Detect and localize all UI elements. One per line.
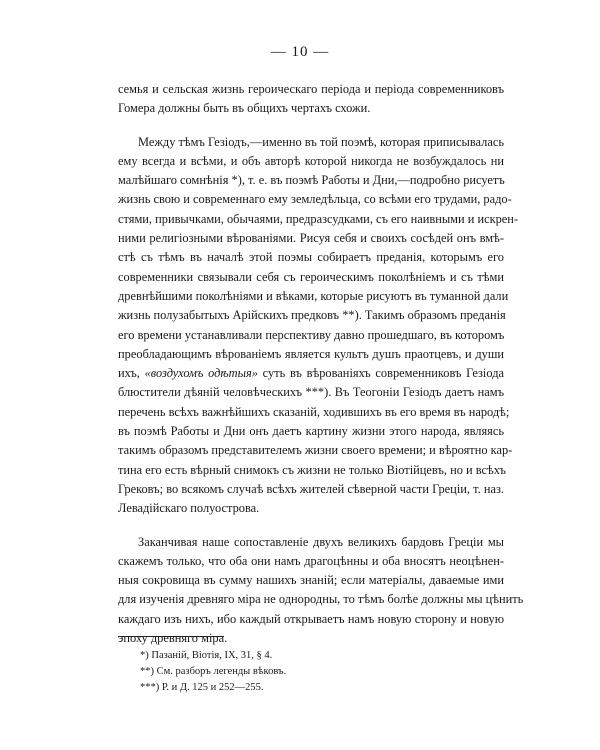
text-line: жизнь свою и современнаго ему земледѣльца, со всѣми его трудами, радо- [118,192,512,207]
text-line: блюстители дѣяній человѣческихъ ***). Въ Теогоніи Гезіодъ даетъ намъ [118,385,504,400]
text-line: преобладающимъ вѣрованіемъ является культъ душъ праотцевъ, и души [118,346,504,361]
text-line: Гомера должны быть въ общихъ чертахъ схожи. [118,101,371,116]
text-line: тина его есть вѣрный снимокъ съ жизни не только Віотійцевъ, но и всѣхъ [118,462,506,477]
paragraph-3 [118,533,524,649]
text-line: ними религіозными вѣрованіями. Рисуя себя и своихъ сосѣдей онъ вмѣ- [118,231,504,246]
text-line: Грековъ; во всякомъ случаѣ всѣхъ жителей сѣверной части Греціи, т. наз. [118,481,504,496]
footnote-1: *) Пазаній, Віотія, IX, 31, § 4. [140,650,273,661]
text-line: Между тѣмъ Гезіодъ,—именно въ той поэмѣ, которая приписывалась [138,134,504,149]
text-line: Заканчивая наше сопоставленіе двухъ великихъ бардовъ Греціи мы [138,534,504,549]
paragraph-1 [118,80,504,119]
page-number: — 10 — [270,44,330,60]
text-line: ныя сокровища въ сумму нашихъ знаній; если матеріалы, даваемые ими [118,573,504,588]
footnotes [118,648,504,696]
footnote-3: ***) Р. и Д. 125 и 252—255. [140,682,264,693]
paragraph-2 [118,133,519,519]
body-text [118,80,524,648]
text-line: семья и сельская жизнь героическаго періода и періода современниковъ [118,82,504,96]
text-line: современники связывали себя съ героическимъ поколѣніемъ и съ тѣми [118,269,504,284]
text-line: стями, привычками, обычаями, предразсудками, съ его наивными и искрен- [118,211,519,226]
text-line: въ поэмѣ Работы и Дни онъ даетъ картину жизни этого народа, являясь [118,424,504,439]
footnote-divider [118,636,224,637]
text-line: Левадійскаго полуострова. [118,501,260,516]
italic-phrase: «воздухомъ одѣтыя» [144,366,258,381]
text-line: древнѣйшими поколѣніями и вѣками, которые рисуютъ въ туманной дали [118,288,509,303]
text-line: эпоху древняго міра. [118,631,228,646]
text-line-with-italic: ихъ, «воздухомъ одѣтыя» суть въ вѣрованіяхъ современниковъ Гезіода [118,366,504,381]
text-line: стѣ съ тѣмъ въ началѣ этой поэмы собираетъ преданія, которымъ его [118,250,504,265]
text-line: каждаго изъ нихъ, ибо каждый открываетъ намъ новую сторону и новую [118,611,504,626]
text-line: перечень всѣхъ важнѣйшихъ сказаній, ходившихъ въ его время въ народѣ; [118,404,510,419]
text-line: для изученія древняго міра не однородны, то тѣмъ болѣе должны мы цѣнить [118,592,524,607]
text-line: малѣйшаго сомнѣнія *), т. е. въ поэмѣ Работы и Дни,—подробно рисуетъ [118,173,505,188]
text-line: скажемъ только, что оба они намъ драгоцѣнны и оба вносятъ неоцѣнен- [118,553,504,568]
text-line: его времени устанавливали перспективу давно прошедшаго, въ которомъ [118,327,505,342]
footnote-2: **) См. разборъ легенды вѣковъ. [140,666,287,677]
text-line: ему всегда и всѣми, и объ авторѣ которой никогда не возбуждалось ни [118,153,504,168]
text-line: жизнь полузабытыхъ Арійскихъ предковъ **). Такимъ образомъ преданія [118,308,506,323]
text-line: такимъ образомъ представителемъ жизни своего времени; и вѣроятно кар- [118,443,513,458]
